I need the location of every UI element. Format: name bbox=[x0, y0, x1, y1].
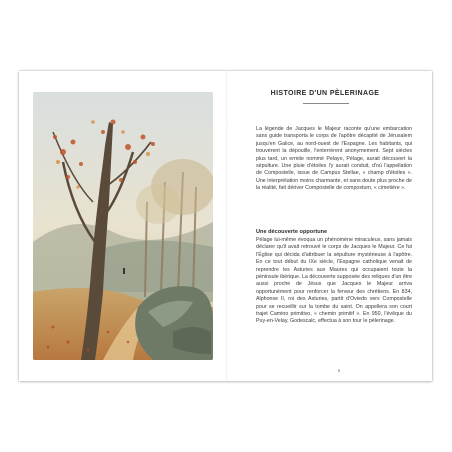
intro-paragraph bbox=[256, 126, 412, 193]
title-divider bbox=[303, 103, 349, 104]
paragraph-text: La légende de Jacques le Majeur raconte qu'une embarcation sans guide transporta le corps de l'apôtre décapité de Jérusalem jusqu'en Galice, au nord-ouest de l'Espagne. Les habitants, qui trouvèrent la dépouille, l'enterrèrent anonymement. Sept siècles plus tard, un ermite nommé Pelayo, Pélage, aurait découvert la sépulture. Une pluie d'étoiles l'y aurait conduit, d'où l'appellation de Compostelle, issue de Campus Stellae, « champ d'étoiles ». Une interprétation moins charmante, et sans doute plus proche de la réalité, fait dériver Compostelle de compostum, « cimetière ». bbox=[256, 126, 412, 192]
section-subheading: Une découverte opportune bbox=[256, 229, 328, 235]
paragraph-text: Pélage lui-même évoqua un phénomène miraculeux, sans jamais déclarer qu'il avait retrouvé le corps de Jacques le Majeur. Ce fut l'Église qui décida d'attribuer la sépulture mystérieuse à l'apôtre. En ce tout début du IXe siècle, l'Espagne catholique venait de reprendre les Asturies aux Maures qui occupaient toute la péninsule ibérique. La découverte supposée des reliques d'un être aussi proche de Jésus que Jacques le Majeur arriva opportunément pour renforcer la ferveur des chrétiens. En 834, Alphonse II, roi des Asturies, partit d'Oviedo vers Compostelle pour se recueillir sur la tombe du saint. On appellera son court trajet Camino primitivo, « chemin primitif ». En 950, l'évêque du Puy-en-Velay, Godescalc, effectua à son tour le pèlerinage. bbox=[256, 237, 412, 325]
watercolor-illustration bbox=[33, 92, 213, 360]
section-paragraph bbox=[256, 237, 412, 326]
page-number: 6 bbox=[337, 368, 341, 373]
chapter-title: HISTOIRE D'UN PÈLERINAGE bbox=[270, 90, 380, 97]
page-gutter bbox=[226, 71, 228, 381]
